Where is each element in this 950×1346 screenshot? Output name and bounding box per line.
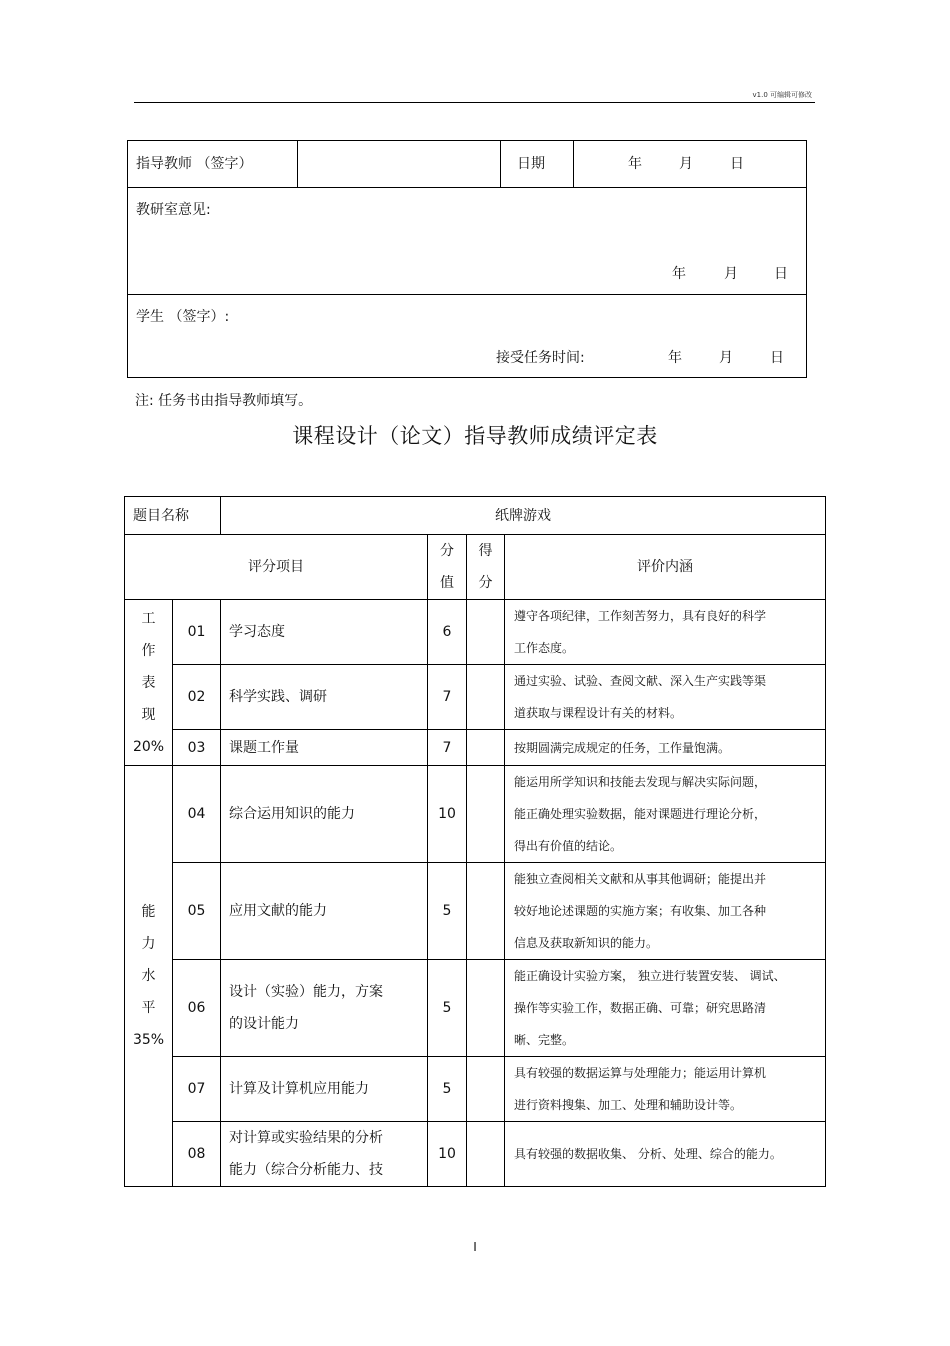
- form-divider: [128, 294, 806, 295]
- date-label: 日期: [517, 156, 545, 172]
- accept-time-label: 接受任务时间:: [496, 350, 585, 366]
- col-score-char: 分: [440, 543, 454, 559]
- desc-line: 得出有价值的结论。: [514, 839, 623, 853]
- name-line: 设计（实验）能力，方案: [229, 984, 383, 1000]
- item-desc: [505, 1122, 826, 1187]
- item-got-field[interactable]: [467, 665, 505, 730]
- desc-line: 具有较强的数据收集、 分析、处理、综合的能力。: [514, 1147, 782, 1161]
- name-line: 的设计能力: [229, 1016, 299, 1032]
- item-no: 03: [173, 730, 221, 766]
- form-divider: [128, 187, 806, 188]
- item-no: 06: [173, 960, 221, 1057]
- date-day: 日: [730, 156, 744, 172]
- group-char: 表: [141, 674, 156, 691]
- col-got-char: 得: [478, 543, 493, 559]
- item-got-field[interactable]: [467, 766, 505, 863]
- name-line: 能力（综合分析能力、技: [229, 1162, 383, 1178]
- accept-date-month: 月: [719, 350, 733, 366]
- group-char: 能: [141, 904, 156, 920]
- item-name: 学习态度: [221, 600, 428, 665]
- group-char: 力: [141, 936, 156, 952]
- item-score: 5: [428, 960, 467, 1057]
- date-year: 年: [628, 156, 642, 172]
- desc-line: 信息及获取新知识的能力。: [514, 936, 659, 950]
- desc-line: 进行资料搜集、加工、处理和辅助设计等。: [514, 1098, 743, 1112]
- group-char: 现: [141, 706, 156, 723]
- col-score-header: [428, 535, 467, 600]
- group-work-performance: [125, 600, 173, 766]
- office-opinion-field[interactable]: [136, 219, 796, 259]
- col-content-header: 评价内涵: [505, 535, 826, 600]
- desc-line: 工作态度。: [514, 641, 575, 655]
- advisor-sign-label: 指导教师 （签字）: [136, 156, 253, 172]
- form-divider: [500, 141, 501, 187]
- group-percent: 35%: [132, 1032, 165, 1048]
- item-name: 课题工作量: [221, 730, 428, 766]
- item-got-field[interactable]: [467, 960, 505, 1057]
- item-no: 07: [173, 1057, 221, 1122]
- group-ability-level: [125, 766, 173, 1187]
- page-number: I: [473, 1240, 477, 1254]
- page-title: 课程设计（论文）指导教师成绩评定表: [292, 424, 658, 448]
- note-text: 注: 任务书由指导教师填写。: [135, 393, 313, 409]
- table-row: [125, 766, 826, 863]
- item-desc: [505, 1057, 826, 1122]
- item-name: [221, 1122, 428, 1187]
- col-got-char: 分: [478, 575, 493, 591]
- item-no: 05: [173, 863, 221, 960]
- header-row: [125, 535, 826, 600]
- desc-line: 能运用所学知识和技能去发现与解决实际问题，: [514, 775, 767, 789]
- desc-line: 操作等实验工作，数据正确、可靠；研究思路清: [514, 1001, 767, 1015]
- col-item-header: 评分项目: [125, 535, 428, 600]
- desc-line: 能正确设计实验方案， 独立进行装置安装、 调试、: [514, 969, 786, 983]
- table-row: [125, 665, 826, 730]
- item-score: 7: [428, 730, 467, 766]
- item-name: [221, 960, 428, 1057]
- desc-line: 晰、完整。: [514, 1033, 575, 1047]
- table-row: [125, 730, 826, 766]
- item-got-field[interactable]: [467, 730, 505, 766]
- item-got-field[interactable]: [467, 600, 505, 665]
- desc-line: 能正确处理实验数据，能对课题进行理论分析，: [514, 807, 767, 821]
- office-opinion-label: 教研室意见:: [136, 202, 211, 218]
- accept-date-day: 日: [770, 350, 784, 366]
- item-score: 6: [428, 600, 467, 665]
- item-score: 5: [428, 1057, 467, 1122]
- group-char: 作: [141, 642, 156, 659]
- name-line: 对计算或实验结果的分析: [229, 1130, 383, 1146]
- desc-line: 遵守各项纪律，工作刻苦努力，具有良好的科学: [514, 609, 767, 623]
- group-char: 工: [141, 610, 156, 627]
- accept-date-year: 年: [668, 350, 682, 366]
- table-row: [125, 600, 826, 665]
- item-score: 7: [428, 665, 467, 730]
- item-no: 04: [173, 766, 221, 863]
- header-rule: [134, 102, 815, 103]
- group-percent: 20%: [132, 738, 165, 755]
- item-got-field[interactable]: [467, 1057, 505, 1122]
- item-desc: [505, 863, 826, 960]
- student-sign-label: 学生 （签字）:: [136, 309, 230, 325]
- table-row: [125, 1057, 826, 1122]
- version-header: v1.0 可编辑可修改: [752, 91, 812, 99]
- group-char: 水: [141, 968, 156, 984]
- desc-line: 能独立查阅相关文献和从事其他调研；能提出并: [514, 872, 767, 886]
- group-char: 平: [141, 1000, 156, 1016]
- item-score: 10: [428, 1122, 467, 1187]
- desc-line: 道获取与课程设计有关的材料。: [514, 706, 683, 720]
- advisor-sign-field[interactable]: [303, 145, 493, 183]
- item-name: 综合运用知识的能力: [221, 766, 428, 863]
- office-date-day: 日: [774, 266, 788, 282]
- item-no: 01: [173, 600, 221, 665]
- item-desc: [505, 730, 826, 766]
- form-divider: [297, 141, 298, 187]
- item-got-field[interactable]: [467, 863, 505, 960]
- item-score: 5: [428, 863, 467, 960]
- date-month: 月: [679, 156, 693, 172]
- desc-line: 通过实验、试验、查阅文献、深入生产实践等渠: [514, 674, 767, 688]
- item-desc: [505, 665, 826, 730]
- desc-line: 按期圆满完成规定的任务，工作量饱满。: [514, 740, 731, 755]
- col-score-char: 值: [440, 575, 454, 591]
- desc-line: 具有较强的数据运算与处理能力；能运用计算机: [514, 1066, 767, 1080]
- item-no: 02: [173, 665, 221, 730]
- grading-table: [124, 496, 826, 1187]
- form-divider: [573, 141, 574, 187]
- item-name: 科学实践、调研: [221, 665, 428, 730]
- office-date-month: 月: [724, 266, 738, 282]
- table-row: [125, 863, 826, 960]
- office-date-year: 年: [672, 266, 686, 282]
- item-got-field[interactable]: [467, 1122, 505, 1187]
- topic-label: 题目名称: [125, 497, 221, 535]
- desc-line: 较好地论述课题的实施方案；有收集、加工各种: [514, 904, 767, 918]
- item-desc: [505, 960, 826, 1057]
- table-row: [125, 960, 826, 1057]
- task-form-table: [127, 140, 807, 378]
- col-got-header: [467, 535, 505, 600]
- item-name: 应用文献的能力: [221, 863, 428, 960]
- table-row: [125, 1122, 826, 1187]
- item-desc: [505, 766, 826, 863]
- item-no: 08: [173, 1122, 221, 1187]
- item-desc: [505, 600, 826, 665]
- item-score: 10: [428, 766, 467, 863]
- item-name: 计算及计算机应用能力: [221, 1057, 428, 1122]
- topic-value: 纸牌游戏: [221, 497, 826, 535]
- topic-row: [125, 497, 826, 535]
